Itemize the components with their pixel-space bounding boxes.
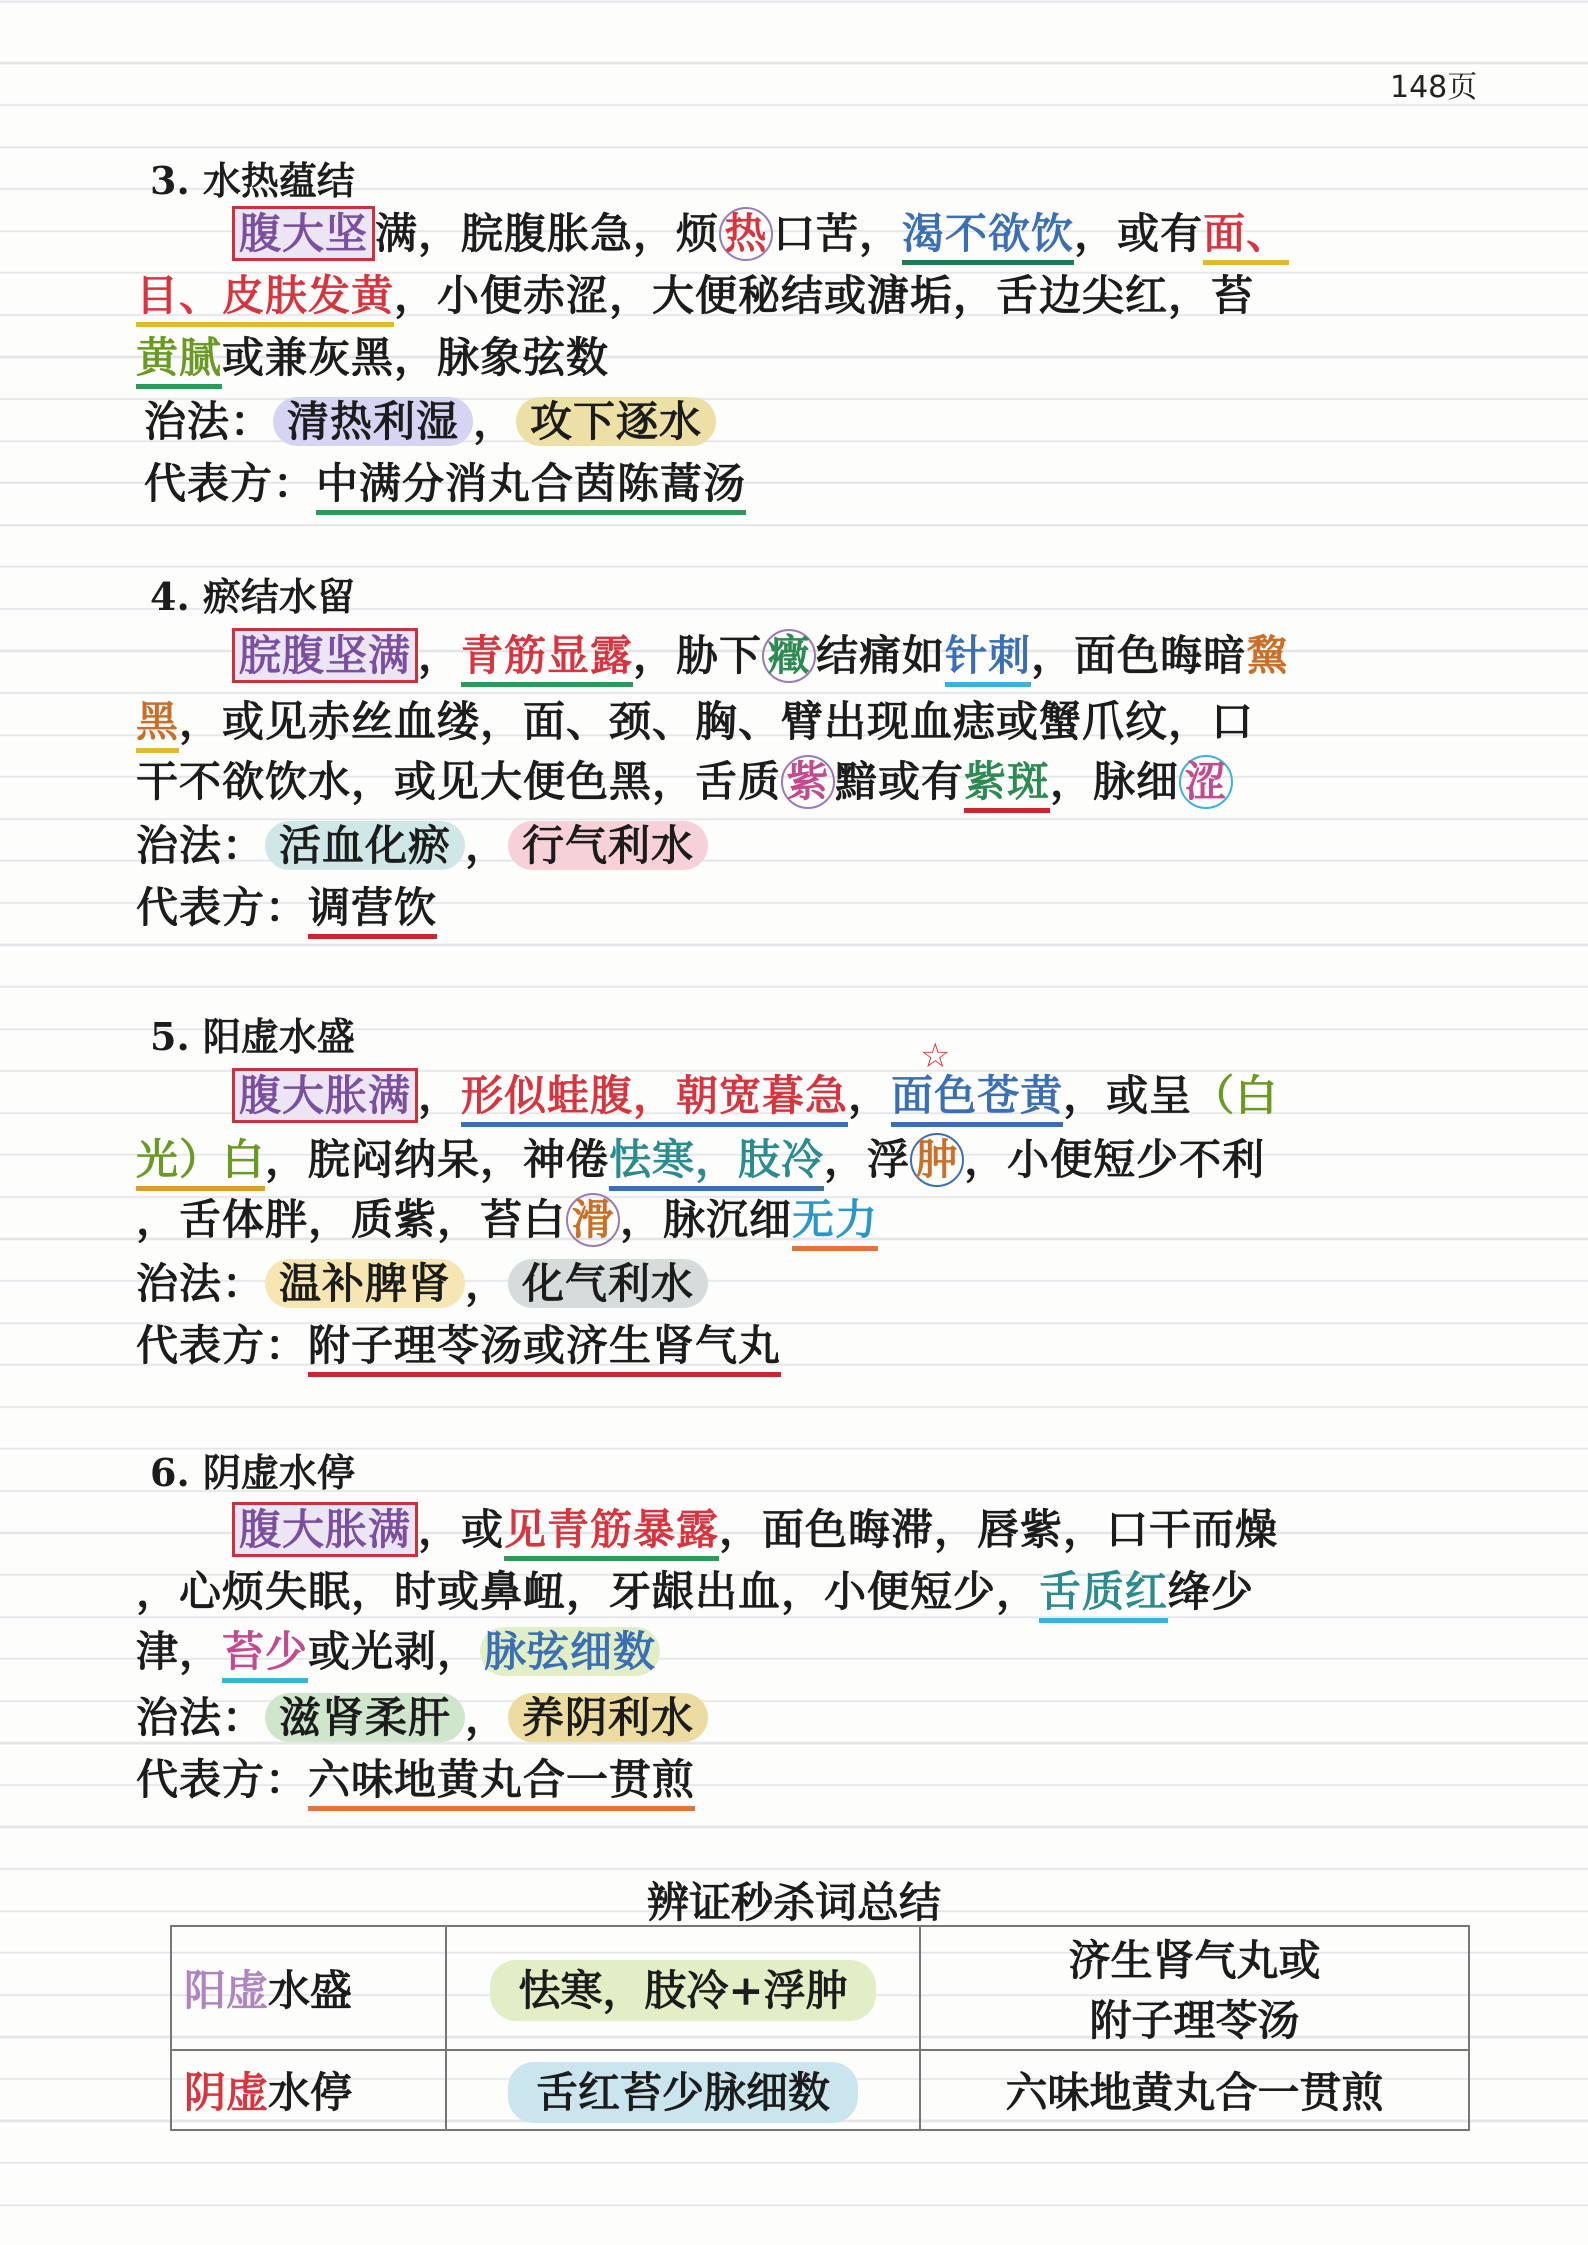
text-span: ，心烦失眠，时或鼻衄，牙龈出血，小便短少， bbox=[136, 1567, 1040, 1616]
text-span: 黯或有 bbox=[835, 757, 965, 806]
formula-cell bbox=[920, 1926, 1469, 2050]
text-span: ， bbox=[465, 1693, 509, 1742]
formula-label: 代表方： bbox=[136, 883, 309, 932]
text-span: ， bbox=[848, 1071, 892, 1120]
text-span: 结痛如 bbox=[816, 631, 946, 680]
keyword-underlined: 见青筋暴露 bbox=[504, 1505, 719, 1561]
text-span: ，脉沉细 bbox=[620, 1195, 793, 1244]
formula-label: 代表方： bbox=[136, 1755, 309, 1804]
section-3-treatment bbox=[144, 392, 1464, 452]
section-5-line-2 bbox=[136, 1130, 1456, 1190]
keyword-underlined: 针刺 bbox=[945, 631, 1031, 687]
treatment-item: 行气利水 bbox=[508, 821, 708, 870]
text-span: 干不欲饮水，或见大便色黑，舌质 bbox=[136, 757, 782, 806]
text-span: 口苦， bbox=[773, 209, 903, 258]
treatment-label: 治法： bbox=[136, 821, 266, 870]
text-span: 满，脘腹胀急，烦 bbox=[375, 209, 720, 258]
keyword-underlined: 紫斑 bbox=[964, 757, 1050, 813]
key-symptom: 舌红苔少脉细数 bbox=[508, 2062, 858, 2123]
formula-label: 代表方： bbox=[136, 1321, 309, 1370]
section-title-4: 4. 瘀结水留 bbox=[150, 574, 355, 619]
treatment-item: 养阴利水 bbox=[508, 1693, 708, 1742]
formula-line: 济生肾气丸或 bbox=[1068, 1936, 1321, 1985]
keyword-box: 腹大胀满 bbox=[232, 1068, 418, 1123]
formula-name: 附子理苓汤或济生肾气丸 bbox=[308, 1321, 781, 1377]
keyword-underlined: 目、皮肤发黄 bbox=[136, 271, 394, 327]
syndrome-name-rest: 水停 bbox=[268, 2068, 353, 2117]
syndrome-name-rest: 水盛 bbox=[268, 1966, 353, 2015]
section-6-line-1 bbox=[232, 1500, 1552, 1560]
keyword-highlighted: 脉弦细数 bbox=[480, 1627, 660, 1676]
keyword-colored: （白 bbox=[1192, 1071, 1279, 1120]
text-span: 津， bbox=[136, 1627, 223, 1676]
star-icon: ☆ bbox=[920, 1036, 951, 1076]
text-span: ，浮 bbox=[824, 1135, 911, 1184]
formula-name: 调营饮 bbox=[308, 883, 437, 939]
keyword-underlined: 渴不欲饮 bbox=[902, 209, 1074, 265]
key-symptom-cell bbox=[446, 1926, 920, 2050]
text-span: ， bbox=[473, 397, 517, 446]
text-span: ，小便短少不利 bbox=[964, 1135, 1266, 1184]
section-6-treatment bbox=[136, 1688, 1456, 1748]
treatment-item: 滋肾柔肝 bbox=[265, 1693, 465, 1742]
text-span: ，胁下 bbox=[633, 631, 763, 680]
syndrome-name-colored: 阴虚 bbox=[184, 2068, 269, 2117]
section-6-line-3 bbox=[136, 1622, 1456, 1682]
keyword-underlined: 青筋显露 bbox=[461, 631, 633, 687]
text-span: ，脘闷纳呆，神倦 bbox=[265, 1135, 610, 1184]
text-span: 绛少 bbox=[1168, 1567, 1255, 1616]
formula-line: 六味地黄丸合一贯煎 bbox=[1005, 2068, 1384, 2117]
keyword-box: 腹大坚 bbox=[232, 206, 375, 261]
circled-char: 肿 bbox=[910, 1133, 964, 1187]
text-span: ， bbox=[465, 1259, 509, 1308]
section-3-line-2 bbox=[136, 266, 1456, 326]
keyword-underlined: 形似蛙腹，朝宽暮急 bbox=[461, 1071, 848, 1127]
section-6-formula bbox=[136, 1750, 1456, 1810]
table-row bbox=[171, 1926, 1469, 2050]
text-span: ，或有 bbox=[1074, 209, 1204, 258]
section-4-line-2 bbox=[136, 692, 1456, 752]
treatment-item: 温补脾肾 bbox=[265, 1259, 465, 1308]
section-4-line-3 bbox=[136, 752, 1456, 812]
page-number: 148页 bbox=[1390, 70, 1478, 105]
text-span: ，或 bbox=[418, 1505, 505, 1554]
treatment-item: 化气利水 bbox=[508, 1259, 708, 1308]
keyword-underlined: 怯寒，肢冷 bbox=[609, 1135, 824, 1191]
text-span: 或光剥， bbox=[308, 1627, 481, 1676]
section-title-6: 6. 阴虚水停 bbox=[150, 1450, 355, 1495]
section-3-formula bbox=[144, 454, 1464, 514]
treatment-item: 活血化瘀 bbox=[265, 821, 465, 870]
keyword-colored: 黧 bbox=[1246, 631, 1290, 680]
syndrome-name-colored: 阳虚 bbox=[184, 1966, 269, 2015]
circled-char: 涩 bbox=[1179, 755, 1233, 809]
syndrome-name-cell bbox=[171, 2050, 446, 2130]
summary-table bbox=[170, 1925, 1470, 2131]
circled-char: 热 bbox=[719, 207, 773, 261]
keyword-underlined: 苔少 bbox=[222, 1627, 308, 1683]
key-symptom-cell bbox=[446, 2050, 920, 2130]
key-symptom: 怯寒，肢冷+浮肿 bbox=[490, 1960, 875, 2021]
text-span: ，面色晦滞，唇紫，口干而燥 bbox=[719, 1505, 1279, 1554]
keyword-box: 腹大胀满 bbox=[232, 1502, 418, 1557]
keyword-underlined: 光）白 bbox=[136, 1135, 265, 1191]
table-row bbox=[171, 2050, 1469, 2130]
circled-char: 紫 bbox=[781, 755, 835, 809]
section-5-treatment bbox=[136, 1254, 1456, 1314]
syndrome-name-cell bbox=[171, 1926, 446, 2050]
section-title-3: 3. 水热蕴结 bbox=[150, 158, 355, 203]
section-6-line-2 bbox=[136, 1562, 1456, 1622]
treatment-item: 攻下逐水 bbox=[516, 397, 716, 446]
section-3-line-3 bbox=[136, 328, 1456, 388]
section-4-treatment bbox=[136, 816, 1456, 876]
section-4-formula bbox=[136, 878, 1456, 938]
text-span: ，或见赤丝血缕，面、颈、胸、臂出现血痣或蟹爪纹，口 bbox=[179, 697, 1255, 746]
circled-char: 滑 bbox=[566, 1193, 620, 1247]
keyword-underlined: 黑 bbox=[136, 697, 179, 753]
formula-name: 六味地黄丸合一贯煎 bbox=[308, 1755, 695, 1811]
text-span: ，小便赤涩，大便秘结或溏垢，舌边尖红，苔 bbox=[394, 271, 1255, 320]
treatment-label: 治法： bbox=[136, 1693, 266, 1742]
section-3-line-1 bbox=[232, 204, 1552, 264]
section-5-line-3 bbox=[136, 1190, 1456, 1250]
section-title-5: 5. 阳虚水盛 bbox=[150, 1014, 355, 1059]
keyword-underlined: 无力 bbox=[792, 1195, 878, 1251]
text-span: ， bbox=[465, 821, 509, 870]
keyword-underlined: 面色苍黄 bbox=[891, 1071, 1063, 1127]
text-span: ， bbox=[418, 1071, 462, 1120]
formula-cell bbox=[920, 2050, 1469, 2130]
keyword-underlined: 舌质红 bbox=[1039, 1567, 1168, 1623]
text-span: ，脉细 bbox=[1050, 757, 1180, 806]
treatment-label: 治法： bbox=[136, 1259, 266, 1308]
treatment-item: 清热利湿 bbox=[273, 397, 473, 446]
keyword-underlined: 黄腻 bbox=[136, 333, 222, 389]
formula-name: 中满分消丸合茵陈蒿汤 bbox=[316, 459, 746, 515]
text-span: ，舌体胖，质紫，苔白 bbox=[136, 1195, 567, 1244]
treatment-label: 治法： bbox=[144, 397, 274, 446]
text-span: ， bbox=[418, 631, 462, 680]
formula-label: 代表方： bbox=[144, 459, 317, 508]
section-5-line-1 bbox=[232, 1066, 1552, 1126]
formula-line: 附子理苓汤 bbox=[1089, 1996, 1300, 2045]
circled-char: 癥 bbox=[762, 629, 816, 683]
text-span: 或兼灰黑，脉象弦数 bbox=[222, 333, 610, 382]
section-4-line-1 bbox=[232, 626, 1552, 686]
section-5-formula bbox=[136, 1316, 1456, 1376]
text-span: ，面色晦暗 bbox=[1031, 631, 1247, 680]
keyword-underlined: 面、 bbox=[1203, 209, 1289, 265]
summary-title: 辨证秒杀词总结 bbox=[646, 1878, 941, 1927]
keyword-box: 脘腹坚满 bbox=[232, 628, 418, 683]
text-span: ，或呈 bbox=[1063, 1071, 1193, 1120]
